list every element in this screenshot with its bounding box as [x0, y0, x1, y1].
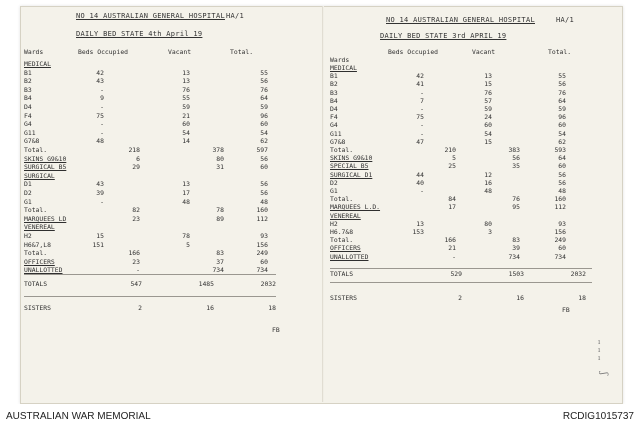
row-value: 64: [558, 96, 566, 105]
row-value: 83: [216, 249, 224, 258]
right-bed-state-title: DAILY BED STATE 3rd APRIL 19: [380, 32, 507, 40]
row-label: B3: [330, 88, 338, 97]
row-value: 82: [132, 206, 140, 215]
row-label: SURGICAL: [24, 171, 55, 180]
right-totals-rule: [330, 268, 592, 269]
row-value: 42: [416, 72, 424, 81]
ledger-row: [330, 80, 620, 88]
ledger-row: [330, 105, 620, 113]
ledger-row: [330, 171, 620, 179]
row-label: F4: [24, 111, 32, 120]
row-label: D4: [330, 105, 338, 113]
row-value: -: [420, 187, 424, 195]
sisters-label: SISTERS: [330, 294, 357, 302]
row-value: 48: [182, 197, 190, 206]
row-label: Total.: [330, 236, 354, 245]
row-value: 60: [558, 162, 566, 171]
row-value: 47: [416, 137, 424, 146]
ledger-row: [24, 155, 314, 163]
right-sisters-rule: [330, 282, 592, 283]
row-label: Total.: [24, 249, 48, 258]
ledger-row: [24, 198, 314, 206]
row-value: 83: [512, 236, 520, 245]
row-value: 17: [182, 189, 190, 197]
ledger-row: [330, 89, 620, 97]
row-value: 84: [448, 195, 456, 204]
row-value: 75: [96, 111, 104, 120]
row-value: -: [100, 128, 104, 137]
ledger-row: [24, 215, 314, 223]
pencil-marks: ı ı ı: [598, 338, 601, 362]
row-value: 48: [260, 197, 268, 206]
row-value: 95: [512, 203, 520, 212]
row-value: 56: [558, 178, 566, 187]
ledger-row: [24, 103, 314, 111]
row-value: -: [420, 129, 424, 138]
wards-header: Wards: [24, 48, 44, 56]
ledger-row: [330, 244, 620, 252]
row-value: 57: [484, 96, 492, 105]
left-sisters-row: [24, 304, 314, 312]
row-value: 54: [182, 128, 190, 137]
ledger-row: [24, 223, 314, 231]
ledger-row: [330, 220, 620, 228]
ledger-row: [330, 138, 620, 146]
row-label: G7&8: [330, 137, 346, 146]
row-value: -: [100, 120, 104, 129]
row-value: -: [136, 266, 140, 275]
row-label: H2: [24, 232, 32, 240]
row-value: -: [100, 197, 104, 206]
row-label: D1: [24, 180, 32, 189]
row-label: SPECIAL B5: [330, 162, 369, 171]
row-value: 151: [92, 240, 104, 249]
total-header: Total.: [548, 48, 572, 56]
row-value: 378: [212, 146, 224, 154]
ledger-row: [24, 180, 314, 188]
totals-vacant: 1503: [508, 270, 524, 278]
row-value: 59: [260, 103, 268, 111]
row-value: 43: [96, 180, 104, 189]
ledger-row: [24, 172, 314, 180]
left-totals-rule: [24, 274, 276, 275]
row-value: 13: [416, 219, 424, 228]
row-value: 48: [96, 137, 104, 146]
row-value: 112: [554, 203, 566, 212]
sisters-vacant: 16: [206, 304, 214, 312]
row-value: 80: [484, 219, 492, 228]
row-value: 9: [100, 94, 104, 103]
row-value: 13: [182, 68, 190, 77]
row-value: 3: [488, 228, 492, 236]
totals-occupied: 529: [450, 270, 462, 278]
row-value: 56: [260, 77, 268, 86]
row-value: 62: [260, 137, 268, 146]
ledger-row: [330, 162, 620, 170]
row-value: 59: [182, 103, 190, 111]
row-label: MARQUEES LD: [24, 214, 67, 223]
row-value: 15: [484, 80, 492, 89]
pencil-annotation: ʃ: [597, 372, 609, 375]
ledger-row: [24, 86, 314, 94]
row-value: 89: [216, 214, 224, 223]
row-value: 56: [260, 189, 268, 197]
right-initials: FB: [562, 306, 570, 314]
row-value: 13: [182, 180, 190, 189]
row-value: 62: [558, 137, 566, 146]
row-value: 59: [484, 105, 492, 113]
row-value: 56: [558, 170, 566, 179]
row-label: D2: [24, 189, 32, 197]
row-value: 734: [212, 266, 224, 275]
row-value: 160: [256, 206, 268, 215]
row-label: VENEREAL: [330, 211, 361, 220]
wards-header: Wards: [330, 56, 350, 64]
row-value: -: [420, 121, 424, 130]
row-value: -: [420, 88, 424, 97]
row-value: 153: [412, 228, 424, 236]
row-label: H6&7,L8: [24, 240, 51, 249]
row-value: 39: [512, 244, 520, 253]
ledger-row: [330, 121, 620, 129]
row-label: MEDICAL: [330, 64, 357, 72]
row-value: 156: [554, 228, 566, 236]
row-label: SURGICAL B5: [24, 163, 67, 172]
sisters-occupied: 2: [138, 304, 142, 312]
ledger-row: [24, 206, 314, 214]
row-value: 76: [182, 85, 190, 94]
row-value: 37: [216, 257, 224, 266]
row-value: 78: [216, 206, 224, 215]
row-label: Total.: [330, 195, 354, 204]
ledger-row: [330, 72, 620, 80]
row-value: 44: [416, 170, 424, 179]
row-value: 6: [136, 154, 140, 163]
ledger-row: [330, 97, 620, 105]
ledger-row: [24, 77, 314, 85]
ledger-row: [24, 189, 314, 197]
row-label: G1: [330, 187, 338, 195]
row-value: 60: [182, 120, 190, 129]
row-value: 29: [132, 163, 140, 172]
row-value: 210: [444, 146, 456, 154]
row-label: VENEREAL: [24, 223, 55, 232]
row-value: -: [100, 103, 104, 111]
row-value: 383: [508, 146, 520, 154]
ledger-row: [330, 154, 620, 162]
ledger-row: [330, 203, 620, 211]
row-value: 15: [96, 232, 104, 240]
row-label: B1: [330, 72, 338, 81]
row-label: Total.: [24, 146, 48, 154]
right-hospital-title: NO 14 AUSTRALIAN GENERAL HOSPITAL: [386, 16, 535, 24]
right-totals-row: [330, 270, 610, 278]
row-value: 76: [260, 85, 268, 94]
row-value: 54: [484, 129, 492, 138]
page-fold: [322, 6, 324, 402]
row-value: 16: [484, 178, 492, 187]
row-label: UNALLOTTED: [24, 266, 63, 275]
row-value: 734: [554, 252, 566, 261]
sisters-vacant: 16: [516, 294, 524, 302]
ledger-row: [24, 129, 314, 137]
ledger-row: [330, 179, 620, 187]
sisters-total: 18: [578, 294, 586, 302]
row-value: 60: [260, 257, 268, 266]
ledger-row: [330, 228, 620, 236]
row-value: 31: [216, 163, 224, 172]
ledger-row: [24, 163, 314, 171]
row-value: -: [420, 105, 424, 113]
footer-bar: [0, 404, 640, 428]
left-hospital-title: NO 14 AUSTRALIAN GENERAL HOSPITAL: [76, 12, 225, 20]
totals-total: 2032: [570, 270, 586, 278]
ledger-row: [24, 232, 314, 240]
row-value: 39: [96, 189, 104, 197]
right-reference: HA/1: [556, 16, 575, 24]
left-totals-row: [24, 280, 314, 288]
left-sisters-rule: [24, 296, 276, 297]
row-value: 75: [416, 113, 424, 122]
row-value: 112: [256, 214, 268, 223]
row-value: 96: [558, 113, 566, 122]
row-value: 48: [484, 187, 492, 195]
row-value: 60: [260, 163, 268, 172]
row-label: G4: [24, 120, 32, 129]
row-value: 55: [182, 94, 190, 103]
row-value: 41: [416, 80, 424, 89]
row-value: 734: [508, 252, 520, 261]
row-value: 156: [256, 240, 268, 249]
archive-name: AUSTRALIAN WAR MEMORIAL: [6, 411, 151, 422]
row-value: 21: [448, 244, 456, 253]
row-label: SKINS G9&10: [24, 154, 67, 163]
row-label: G7&8: [24, 137, 40, 146]
row-value: 56: [558, 80, 566, 89]
row-value: 13: [182, 77, 190, 86]
row-label: MARQUEES L.D.: [330, 203, 381, 212]
ledger-row: [330, 212, 620, 220]
totals-occupied: 547: [130, 280, 142, 288]
row-label: G11: [330, 129, 342, 138]
row-value: 12: [484, 170, 492, 179]
row-value: 160: [554, 195, 566, 204]
row-value: 76: [484, 88, 492, 97]
row-value: 60: [260, 120, 268, 129]
vacant-header: Vacant: [168, 48, 192, 56]
row-value: 13: [484, 72, 492, 81]
row-label: B1: [24, 68, 32, 77]
row-value: 23: [132, 257, 140, 266]
row-value: 218: [128, 146, 140, 154]
row-value: 80: [216, 154, 224, 163]
row-value: 249: [256, 249, 268, 258]
row-value: 5: [452, 154, 456, 163]
totals-vacant: 1485: [198, 280, 214, 288]
row-value: 23: [132, 214, 140, 223]
total-header: Total.: [230, 48, 254, 56]
sisters-label: SISTERS: [24, 304, 51, 312]
row-label: G4: [330, 121, 338, 130]
row-value: 734: [256, 266, 268, 275]
row-label: SKINS G9&10: [330, 154, 373, 163]
ledger-row: [24, 146, 314, 154]
row-label: B4: [330, 96, 338, 105]
ledger-row: [24, 241, 314, 249]
ledger-row: [24, 69, 314, 77]
row-value: 56: [512, 154, 520, 163]
row-value: 597: [256, 146, 268, 154]
row-value: 17: [448, 203, 456, 212]
ledger-row: [24, 137, 314, 145]
row-value: 59: [558, 105, 566, 113]
row-label: OFFICERS: [24, 257, 55, 266]
ledger-row: [24, 258, 314, 266]
row-value: 42: [96, 68, 104, 77]
row-value: 40: [416, 178, 424, 187]
row-label: SURGICAL D1: [330, 170, 373, 179]
vacant-header: Vacant: [472, 48, 496, 56]
row-value: 24: [484, 113, 492, 122]
ledger-row: [24, 249, 314, 257]
row-value: 60: [558, 244, 566, 253]
row-value: 93: [558, 219, 566, 228]
row-value: 64: [558, 154, 566, 163]
row-value: 56: [260, 180, 268, 189]
row-value: 78: [182, 232, 190, 240]
row-value: 56: [260, 154, 268, 163]
row-label: H6.7&8: [330, 228, 354, 236]
left-column-headers: [24, 48, 314, 56]
row-value: 48: [558, 187, 566, 195]
row-label: H2: [330, 219, 338, 228]
row-value: -: [452, 252, 456, 261]
row-value: 96: [260, 111, 268, 120]
row-value: 166: [128, 249, 140, 258]
totals-label: TOTALS: [330, 270, 354, 278]
row-label: G1: [24, 197, 32, 206]
occupied-header: Beds Occupied: [388, 48, 439, 56]
row-value: 76: [512, 195, 520, 204]
left-bed-state-title: DAILY BED STATE 4th April 19: [76, 30, 203, 38]
right-column-headers: [330, 48, 610, 64]
ledger-row: [24, 112, 314, 120]
right-sisters-row: [330, 294, 610, 302]
row-value: 54: [558, 129, 566, 138]
sisters-total: 18: [268, 304, 276, 312]
row-value: -: [100, 85, 104, 94]
row-value: 14: [182, 137, 190, 146]
left-reference: HA/1: [226, 12, 245, 20]
row-value: 55: [260, 68, 268, 77]
row-value: 76: [558, 88, 566, 97]
row-value: 15: [484, 137, 492, 146]
row-value: 43: [96, 77, 104, 86]
row-value: 60: [558, 121, 566, 130]
row-value: 5: [186, 240, 190, 249]
row-value: 60: [484, 121, 492, 130]
row-label: Total.: [24, 206, 48, 215]
row-value: 93: [260, 232, 268, 240]
ledger-row: [330, 195, 620, 203]
row-label: G11: [24, 128, 36, 137]
row-label: B3: [24, 85, 32, 94]
row-label: B2: [24, 77, 32, 86]
ledger-row: [330, 130, 620, 138]
row-value: 249: [554, 236, 566, 245]
row-label: D4: [24, 103, 32, 111]
left-initials: FB: [272, 326, 280, 334]
row-value: 55: [558, 72, 566, 81]
ledger-row: [24, 120, 314, 128]
ledger-row: [330, 253, 620, 261]
totals-total: 2032: [260, 280, 276, 288]
occupied-header: Beds Occupied: [78, 48, 129, 56]
ledger-row: [330, 113, 620, 121]
row-label: B4: [24, 94, 32, 103]
row-label: Total.: [330, 146, 354, 154]
row-value: 25: [448, 162, 456, 171]
ledger-row: [330, 64, 620, 72]
archive-id: RCDIG1015737: [562, 411, 634, 422]
row-label: OFFICERS: [330, 244, 361, 253]
ledger-row: [330, 146, 620, 154]
ledger-row: [330, 236, 620, 244]
row-label: B2: [330, 80, 338, 89]
row-value: 54: [260, 128, 268, 137]
ledger-row: [24, 94, 314, 102]
ledger-row: [24, 60, 314, 68]
ledger-row: [330, 187, 620, 195]
row-value: 35: [512, 162, 520, 171]
row-value: 64: [260, 94, 268, 103]
row-label: MEDICAL: [24, 60, 51, 68]
row-value: 166: [444, 236, 456, 245]
row-value: 7: [420, 96, 424, 105]
row-value: 593: [554, 146, 566, 154]
sisters-occupied: 2: [458, 294, 462, 302]
row-label: F4: [330, 113, 338, 122]
totals-label: TOTALS: [24, 280, 48, 288]
row-value: 21: [182, 111, 190, 120]
row-label: D2: [330, 178, 338, 187]
row-label: UNALLOTTED: [330, 252, 369, 261]
